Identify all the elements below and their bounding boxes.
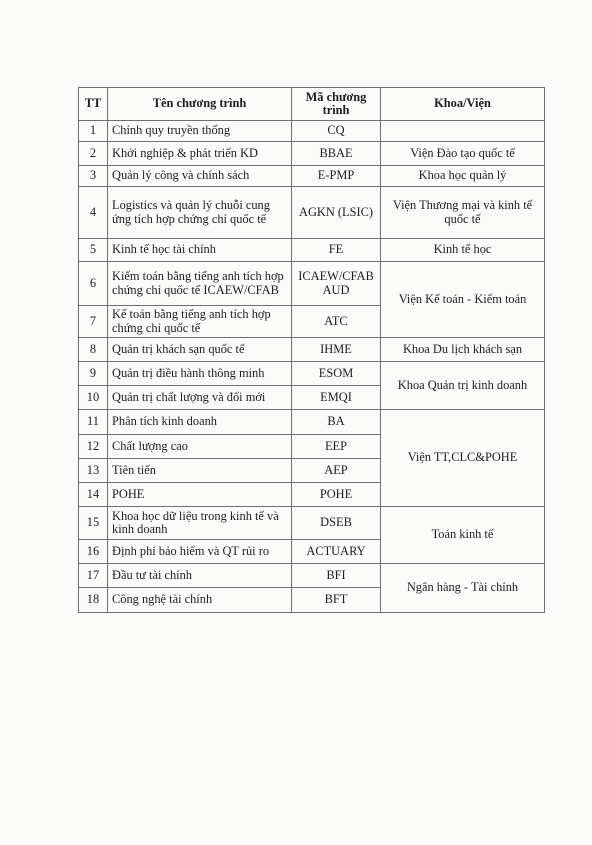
table-row (79, 239, 545, 262)
program-code: BA (292, 410, 381, 435)
department-cell: Ngân hàng - Tài chính (381, 564, 545, 613)
program-name: Chất lượng cao (108, 435, 292, 459)
table-row (79, 410, 545, 435)
program-name: POHE (108, 483, 292, 507)
row-number: 12 (79, 435, 108, 459)
program-code: BFT (292, 588, 381, 613)
program-name: Khởi nghiệp & phát triển KD (108, 142, 292, 166)
program-name: Tiên tiến (108, 459, 292, 483)
row-number: 16 (79, 540, 108, 564)
department-cell: Viện Đào tạo quốc tế (381, 142, 545, 166)
program-code: ESOM (292, 362, 381, 386)
department-cell: Kinh tế học (381, 239, 545, 262)
table-header-row (79, 88, 545, 121)
program-name: Đầu tư tài chính (108, 564, 292, 588)
row-number: 11 (79, 410, 108, 435)
program-name: Khoa học dữ liệu trong kinh tế và kinh doanh (108, 507, 292, 540)
row-number: 15 (79, 507, 108, 540)
department-cell: Viện TT,CLC&POHE (381, 410, 545, 507)
department-cell: Toán kinh tế (381, 507, 545, 564)
row-number: 1 (79, 121, 108, 142)
program-name: Quản lý công và chính sách (108, 166, 292, 187)
header-program-code: Mã chương trình (292, 88, 381, 121)
row-number: 9 (79, 362, 108, 386)
program-name: Phân tích kinh doanh (108, 410, 292, 435)
program-code: CQ (292, 121, 381, 142)
program-name: Chính quy truyền thống (108, 121, 292, 142)
header-tt: TT (79, 88, 108, 121)
department-cell: Viện Thương mại và kinh tế quốc tế (381, 187, 545, 239)
program-code: E-PMP (292, 166, 381, 187)
table-row (79, 338, 545, 362)
program-name: Định phí bảo hiểm và QT rủi ro (108, 540, 292, 564)
row-number: 4 (79, 187, 108, 239)
row-number: 5 (79, 239, 108, 262)
program-code: AGKN (LSIC) (292, 187, 381, 239)
row-number: 2 (79, 142, 108, 166)
department-cell: Khoa Du lịch khách sạn (381, 338, 545, 362)
program-table (78, 87, 545, 613)
program-name: Quản trị chất lượng và đổi mới (108, 386, 292, 410)
program-code: BFI (292, 564, 381, 588)
header-program-name: Tên chương trình (108, 88, 292, 121)
table-row (79, 362, 545, 386)
row-number: 6 (79, 262, 108, 306)
program-name: Quản trị điều hành thông minh (108, 362, 292, 386)
program-code: DSEB (292, 507, 381, 540)
department-cell: Khoa học quản lý (381, 166, 545, 187)
program-code: AEP (292, 459, 381, 483)
table-row (79, 142, 545, 166)
row-number: 14 (79, 483, 108, 507)
row-number: 18 (79, 588, 108, 613)
program-name: Logistics và quản lý chuỗi cung ứng tích hợp chứng chỉ quốc tế (108, 187, 292, 239)
row-number: 3 (79, 166, 108, 187)
program-name: Quản trị khách sạn quốc tế (108, 338, 292, 362)
program-code: ACTUARY (292, 540, 381, 564)
header-department: Khoa/Viện (381, 88, 545, 121)
program-code: POHE (292, 483, 381, 507)
program-code: FE (292, 239, 381, 262)
program-name: Công nghệ tài chính (108, 588, 292, 613)
program-code: BBAE (292, 142, 381, 166)
department-cell (381, 121, 545, 142)
department-cell: Khoa Quản trị kinh doanh (381, 362, 545, 410)
program-code: EEP (292, 435, 381, 459)
table-row (79, 262, 545, 306)
program-code: IHME (292, 338, 381, 362)
program-code: EMQI (292, 386, 381, 410)
table-row (79, 121, 545, 142)
row-number: 10 (79, 386, 108, 410)
program-code: ICAEW/CFAB AUD (292, 262, 381, 306)
table-row (79, 564, 545, 588)
table-body (79, 121, 545, 613)
program-name: Kế toán bằng tiếng anh tích hợp chứng chỉ quốc tế (108, 306, 292, 338)
program-name: Kiểm toán bằng tiếng anh tích hợp chứng chỉ quốc tế ICAEW/CFAB (108, 262, 292, 306)
table-row (79, 166, 545, 187)
program-code: ATC (292, 306, 381, 338)
row-number: 13 (79, 459, 108, 483)
table-row (79, 187, 545, 239)
row-number: 17 (79, 564, 108, 588)
table-row (79, 507, 545, 540)
program-name: Kinh tế học tài chính (108, 239, 292, 262)
row-number: 8 (79, 338, 108, 362)
row-number: 7 (79, 306, 108, 338)
department-cell: Viện Kế toán - Kiểm toán (381, 262, 545, 338)
